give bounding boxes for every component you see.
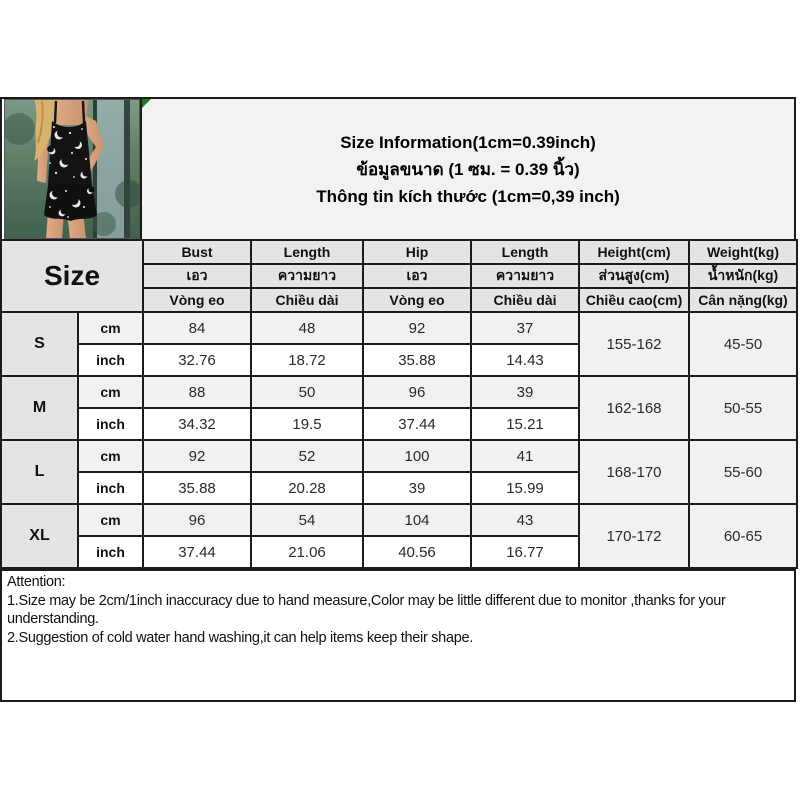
weight-range-cell: 45-50 <box>689 312 797 376</box>
header-weight-vi: Cân nặng(kg) <box>689 288 797 312</box>
unit-cm-label: cm <box>78 376 143 408</box>
header-length2-vi: Chiều dài <box>471 288 579 312</box>
value-cell: 100 <box>363 440 471 472</box>
value-cell: 15.99 <box>471 472 579 504</box>
value-cell: 21.06 <box>251 536 363 568</box>
unit-inch-label: inch <box>78 408 143 440</box>
size-label-l: L <box>1 440 78 504</box>
attention-line: 1.Size may be 2cm/1inch inaccuracy due to hand measure,Color may be little different due to monitor ,thanks for your <box>7 592 726 609</box>
weight-range-cell: 50-55 <box>689 376 797 440</box>
value-cell: 37.44 <box>143 536 251 568</box>
weight-range-cell: 55-60 <box>689 440 797 504</box>
height-range-cell: 168-170 <box>579 440 689 504</box>
height-range-cell: 155-162 <box>579 312 689 376</box>
value-cell: 92 <box>363 312 471 344</box>
size-label-xl: XL <box>1 504 78 568</box>
header-row-english <box>1 240 797 264</box>
value-cell: 16.77 <box>471 536 579 568</box>
header-bust-en: Bust <box>143 240 251 264</box>
weight-range-cell: 60-65 <box>689 504 797 568</box>
header-height-th: ส่วนสูง(cm) <box>579 264 689 288</box>
unit-cm-label: cm <box>78 312 143 344</box>
header-weight-th: น้ำหนัก(kg) <box>689 264 797 288</box>
value-cell: 84 <box>143 312 251 344</box>
height-range-cell: 162-168 <box>579 376 689 440</box>
value-cell: 88 <box>143 376 251 408</box>
value-cell: 20.28 <box>251 472 363 504</box>
unit-inch-label: inch <box>78 536 143 568</box>
value-cell: 52 <box>251 440 363 472</box>
green-triangle-marker-icon <box>142 99 151 108</box>
unit-cm-label: cm <box>78 504 143 536</box>
title-english: Size Information(1cm=0.39inch) <box>340 132 596 152</box>
attention-note <box>0 569 796 702</box>
value-cell: 18.72 <box>251 344 363 376</box>
attention-heading: Attention: <box>7 574 66 590</box>
value-cell: 41 <box>471 440 579 472</box>
unit-inch-label: inch <box>78 472 143 504</box>
header-length-vi: Chiều dài <box>251 288 363 312</box>
header-length2-th: ความยาว <box>471 264 579 288</box>
value-cell: 19.5 <box>251 408 363 440</box>
header-length-th: ความยาว <box>251 264 363 288</box>
value-cell: 50 <box>251 376 363 408</box>
title-thai: ข้อมูลขนาด (1 ซม. = 0.39 นิ้ว) <box>356 159 580 179</box>
value-cell: 104 <box>363 504 471 536</box>
header-weight-en: Weight(kg) <box>689 240 797 264</box>
header-hip-en: Hip <box>363 240 471 264</box>
size-label-s: S <box>1 312 78 376</box>
value-cell: 96 <box>363 376 471 408</box>
value-cell: 96 <box>143 504 251 536</box>
value-cell: 37.44 <box>363 408 471 440</box>
header-height-en: Height(cm) <box>579 240 689 264</box>
unit-cm-label: cm <box>78 440 143 472</box>
value-cell: 54 <box>251 504 363 536</box>
value-cell: 40.56 <box>363 536 471 568</box>
product-photo <box>4 99 140 239</box>
size-column-header: Size <box>1 240 143 312</box>
table-row <box>1 376 797 408</box>
value-cell: 43 <box>471 504 579 536</box>
value-cell: 39 <box>363 472 471 504</box>
value-cell: 32.76 <box>143 344 251 376</box>
title-vietnamese: Thông tin kích thước (1cm=0,39 inch) <box>316 186 620 206</box>
header-hip-vi: Vòng eo <box>363 288 471 312</box>
size-info-title-block <box>142 99 794 239</box>
header-bust-th: เอว <box>143 264 251 288</box>
table-row <box>1 440 797 472</box>
height-range-cell: 170-172 <box>579 504 689 568</box>
size-label-m: M <box>1 376 78 440</box>
table-row <box>1 504 797 536</box>
product-photo-cell <box>2 99 142 239</box>
value-cell: 92 <box>143 440 251 472</box>
size-table <box>0 239 798 569</box>
value-cell: 35.88 <box>143 472 251 504</box>
header-length2-en: Length <box>471 240 579 264</box>
header-height-vi: Chiều cao(cm) <box>579 288 689 312</box>
value-cell: 15.21 <box>471 408 579 440</box>
value-cell: 48 <box>251 312 363 344</box>
unit-inch-label: inch <box>78 344 143 376</box>
value-cell: 14.43 <box>471 344 579 376</box>
table-row <box>1 312 797 344</box>
attention-line: 2.Suggestion of cold water hand washing,it can help items keep their shape. <box>7 629 473 646</box>
value-cell: 37 <box>471 312 579 344</box>
header-bust-vi: Vòng eo <box>143 288 251 312</box>
value-cell: 34.32 <box>143 408 251 440</box>
header-length-en: Length <box>251 240 363 264</box>
value-cell: 35.88 <box>363 344 471 376</box>
top-band <box>0 97 796 241</box>
header-hip-th: เอว <box>363 264 471 288</box>
value-cell: 39 <box>471 376 579 408</box>
attention-line: understanding. <box>7 611 99 627</box>
